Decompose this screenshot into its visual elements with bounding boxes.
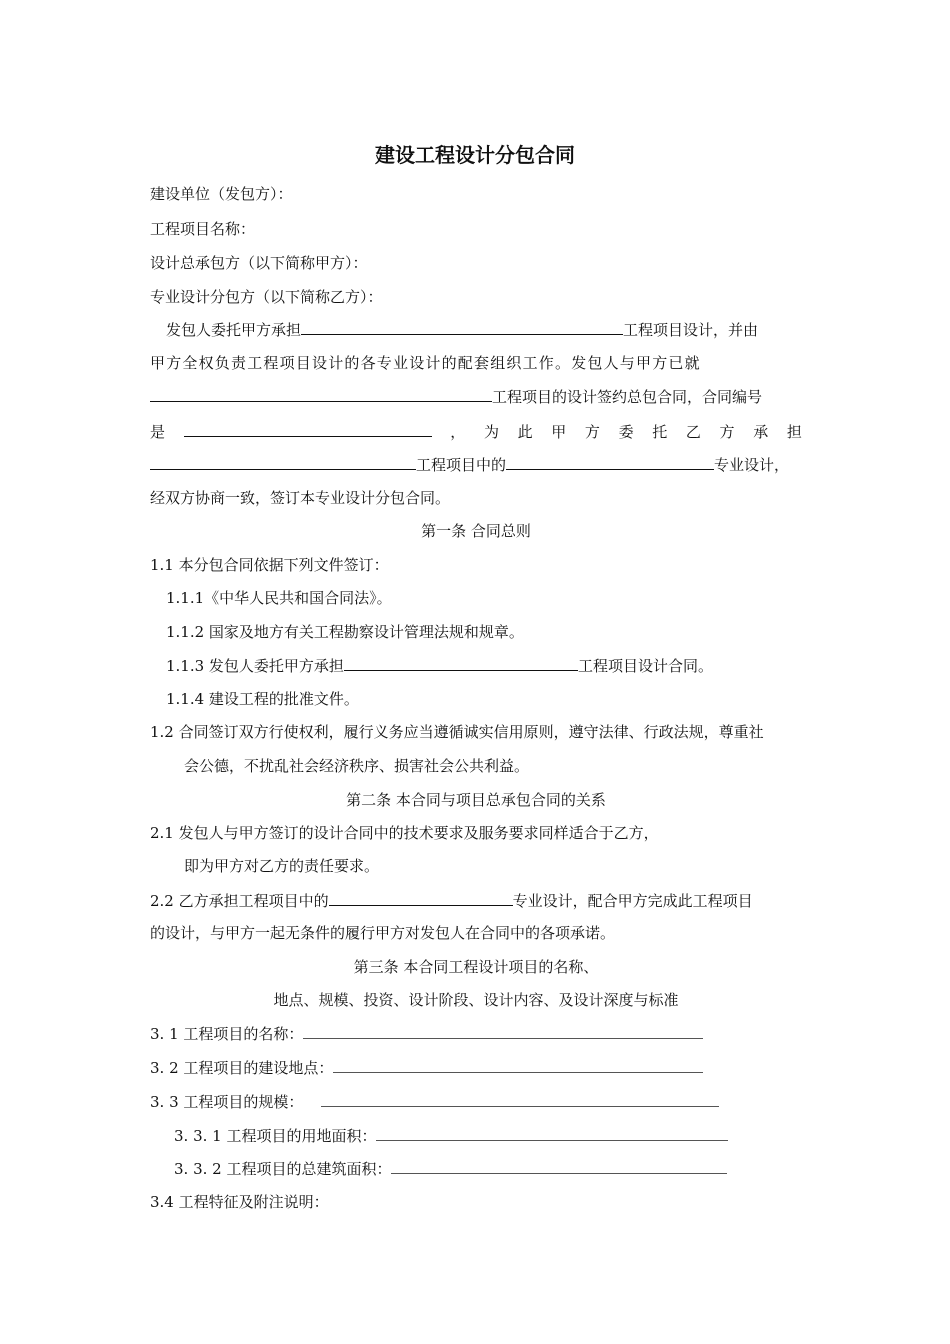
blank-line xyxy=(329,890,513,906)
blank-line xyxy=(376,1126,728,1141)
clause-3-1 xyxy=(150,1024,802,1044)
clause-3-3-1 xyxy=(174,1126,754,1146)
intro-line-6: 经双方协商一致，签订本专业设计分包合同。 xyxy=(150,489,451,507)
clause-1-2-line-2: 会公德，不扰乱社会经济秩序、损害社会公共利益。 xyxy=(184,757,530,775)
intro-char: 甲 xyxy=(551,423,567,441)
clause-text: 工程项目设计合同。 xyxy=(577,657,713,675)
clause-3-4: 3.4 工程特征及附注说明： xyxy=(150,1193,329,1211)
intro-text: 工程项目的设计签约总包合同，合同编号 xyxy=(492,388,763,406)
intro-char: 此 xyxy=(517,423,533,441)
clause-1-1: 1.1 本分包合同依据下列文件签订： xyxy=(150,556,389,574)
sub-contractor-field: 专业设计分包方（以下简称乙方）： xyxy=(150,288,383,306)
blank-line xyxy=(150,386,492,402)
clause-1-1-1: 1.1.1《中华人民共和国合同法》。 xyxy=(166,589,392,607)
article-2-heading: 第二条 本合同与项目总承包合同的关系 xyxy=(346,791,606,809)
clause-1-1-4: 1.1.4 建设工程的批准文件。 xyxy=(166,690,359,708)
intro-char: 委 xyxy=(618,423,634,441)
blank-line xyxy=(150,454,416,470)
intro-char: 方 xyxy=(719,423,735,441)
intro-char: 是 xyxy=(150,423,166,441)
blank-line xyxy=(333,1058,703,1073)
intro-line-1 xyxy=(166,319,802,340)
client-field: 建设单位（发包方）： xyxy=(150,185,293,203)
clause-text: 3. 2 工程项目的建设地点： xyxy=(150,1059,334,1077)
intro-text: 专业设计， xyxy=(714,456,790,474)
document-title: 建设工程设计分包合同 xyxy=(375,143,575,167)
intro-text: 工程项目中的 xyxy=(416,456,507,474)
intro-line-2: 甲方全权负责工程项目设计的各专业设计的配套组织工作。发包人与甲方已就 xyxy=(150,354,701,372)
clause-3-3-2 xyxy=(174,1159,754,1179)
project-name-field: 工程项目名称： xyxy=(150,220,256,238)
contract-number-blank xyxy=(184,421,432,437)
clause-text: 3. 3 工程项目的规模： xyxy=(150,1093,304,1111)
intro-text: 发包人委托甲方承担 xyxy=(166,321,302,339)
intro-char: 方 xyxy=(584,423,600,441)
general-contractor-field: 设计总承包方（以下简称甲方）： xyxy=(150,254,368,272)
article-3-heading-2: 地点、规模、投资、设计阶段、设计内容、及设计深度与标准 xyxy=(273,991,679,1009)
clause-text: 专业设计，配合甲方完成此工程项目 xyxy=(512,892,753,910)
clause-2-1-line-1: 2.1 发包人与甲方签订的设计合同中的技术要求及服务要求同样适合于乙方， xyxy=(150,824,659,842)
clause-3-3 xyxy=(150,1092,802,1112)
clause-text: 3. 3. 1 工程项目的用地面积： xyxy=(174,1127,377,1145)
blank-line xyxy=(506,454,714,470)
clause-text: 1.1.3 发包人委托甲方承担 xyxy=(166,657,344,675)
blank-line xyxy=(344,655,578,671)
clause-2-1-line-2: 即为甲方对乙方的责任要求。 xyxy=(184,857,380,875)
article-3-heading-1: 第三条 本合同工程设计项目的名称、 xyxy=(353,958,599,976)
clause-1-1-3 xyxy=(166,655,818,676)
clause-text: 3. 3. 2 工程项目的总建筑面积： xyxy=(174,1160,392,1178)
blank-line xyxy=(321,1092,719,1107)
blank-line xyxy=(391,1159,727,1174)
blank-line xyxy=(301,319,623,335)
clause-2-2-line-1 xyxy=(150,890,802,911)
clause-2-2-line-2: 的设计，与甲方一起无条件的履行甲方对发包人在合同中的各项承诺。 xyxy=(150,924,616,942)
intro-line-3 xyxy=(150,386,802,407)
article-1-heading: 第一条 合同总则 xyxy=(421,522,531,540)
intro-char: 为 xyxy=(483,423,499,441)
intro-char: 托 xyxy=(652,423,668,441)
intro-char: 担 xyxy=(786,423,802,441)
clause-text: 3. 1 工程项目的名称： xyxy=(150,1025,304,1043)
clause-text: 2.2 乙方承担工程项目中的 xyxy=(150,892,329,910)
clause-1-1-2: 1.1.2 国家及地方有关工程勘察设计管理法规和规章。 xyxy=(166,623,524,641)
intro-line-4 xyxy=(150,421,802,442)
blank-line xyxy=(303,1024,703,1039)
intro-char: 乙 xyxy=(685,423,701,441)
intro-text: 工程项目设计，并由 xyxy=(623,321,759,339)
intro-char: 承 xyxy=(753,423,769,441)
clause-1-2-line-1: 1.2 合同签订双方行使权利，履行义务应当遵循诚实信用原则，遵守法律、行政法规，尊重社 xyxy=(150,723,764,741)
clause-3-2 xyxy=(150,1058,802,1078)
intro-char: ， xyxy=(450,423,466,441)
intro-line-5 xyxy=(150,454,810,475)
